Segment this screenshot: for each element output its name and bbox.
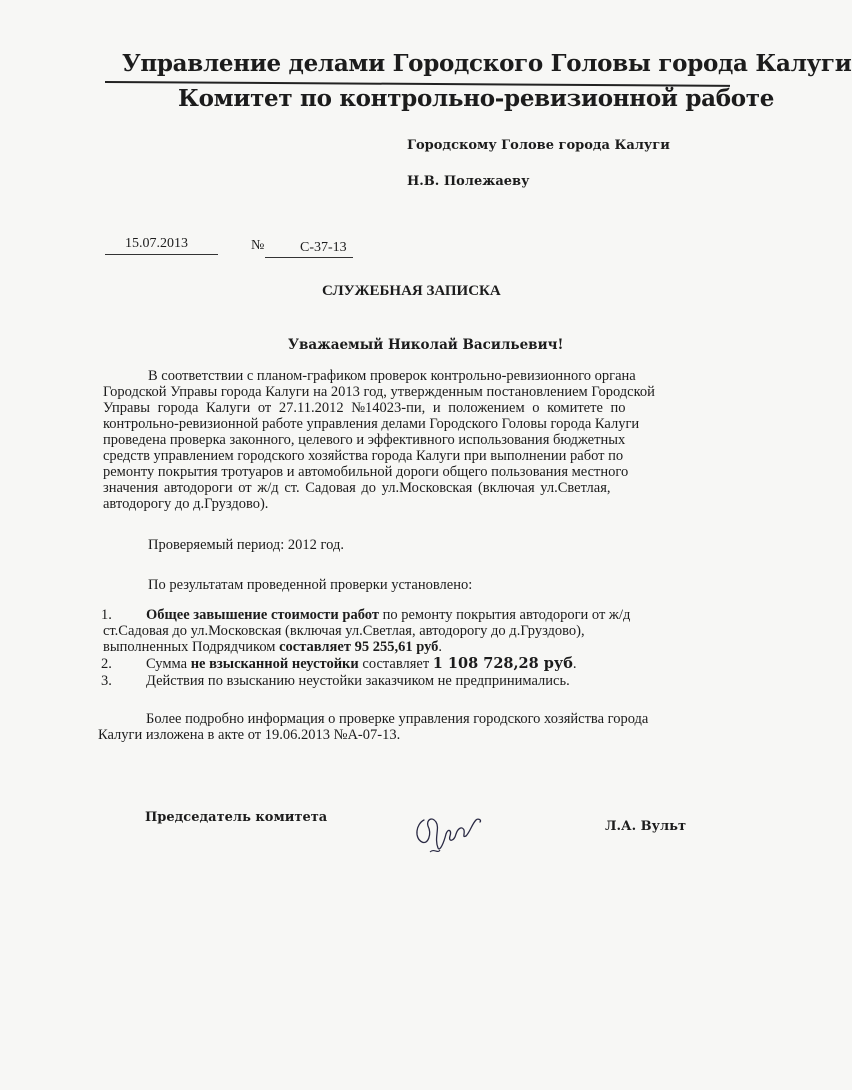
date-underline bbox=[105, 254, 218, 255]
finding-text: . bbox=[572, 656, 577, 672]
document-number: С-37-13 bbox=[300, 240, 347, 255]
paragraph-line: автодорогу до д.Груздово). bbox=[103, 496, 269, 512]
paragraph-line: контрольно-ревизионной работе управления делами Городского Головы города Калуги bbox=[103, 416, 640, 432]
finding-overstatement-label: Общее завышение стоимости работ bbox=[146, 607, 379, 623]
finding-text: выполненных Подрядчиком bbox=[103, 639, 276, 655]
number-underline bbox=[265, 257, 353, 258]
finding-text: составляет bbox=[362, 656, 430, 672]
finding-overstatement-amount: составляет 95 255,61 руб bbox=[279, 639, 439, 655]
closing-line: Калуги изложена в акте от 19.06.2013 №А-07-13. bbox=[98, 727, 401, 743]
paragraph-line: ремонту покрытия тротуаров и автомобильной дороги общего пользования местного bbox=[103, 464, 629, 480]
paragraph-line: Городской Управы города Калуги на 2013 год, утвержденным постановлением Городской bbox=[103, 384, 655, 400]
paragraph-line: В соответствии с планом-графиком проверок контрольно-ревизионного органа bbox=[148, 368, 636, 384]
document-date: 15.07.2013 bbox=[125, 236, 188, 251]
addressee-title: Городскому Голове города Калуги bbox=[407, 138, 670, 153]
finding-text: Сумма bbox=[146, 656, 188, 672]
salutation: Уважаемый Николай Васильевич! bbox=[288, 337, 564, 353]
paragraph-line: Управы города Калуги от 27.11.2012 №14023-пи, и положением о комитете по bbox=[103, 400, 626, 416]
finding-penalty-label: не взысканной неустойки bbox=[190, 656, 359, 672]
header-department: Управление делами Городского Головы города Калуги bbox=[122, 50, 852, 77]
signatory-position: Председатель комитета bbox=[145, 810, 328, 825]
addressee-name: Н.В. Полежаеву bbox=[407, 174, 530, 189]
number-sign: № bbox=[251, 238, 265, 253]
closing-line: Более подробно информация о проверке управления городского хозяйства города bbox=[146, 711, 649, 727]
paragraph-line: проведена проверка законного, целевого и эффективного использования бюджетных bbox=[103, 432, 626, 448]
header-committee: Комитет по контрольно-ревизионной работе bbox=[178, 85, 775, 112]
finding-text: Действия по взысканию неустойки заказчиком не предпринимались. bbox=[146, 673, 570, 689]
finding-text: ст.Садовая до ул.Московская (включая ул.Светлая, автодорогу до д.Груздово), bbox=[103, 623, 585, 639]
signatory-name: Л.А. Вульт bbox=[605, 819, 687, 834]
paragraph-line: средств управлением городского хозяйства города Калуги при выполнении работ по bbox=[103, 448, 624, 464]
audit-period: Проверяемый период: 2012 год. bbox=[148, 537, 344, 553]
list-item-number: 1. bbox=[101, 607, 112, 623]
list-item-number: 2. bbox=[101, 656, 112, 672]
document-title: СЛУЖЕБНАЯ ЗАПИСКА bbox=[322, 283, 501, 299]
handwritten-signature bbox=[410, 808, 485, 858]
finding-penalty-amount: 1 108 728,28 руб bbox=[432, 655, 573, 672]
finding-text: . bbox=[438, 639, 442, 655]
list-item-number: 3. bbox=[101, 673, 112, 689]
findings-intro: По результатам проведенной проверки установлено: bbox=[148, 577, 473, 593]
finding-text: по ремонту покрытия автодороги от ж/д bbox=[382, 607, 631, 623]
paragraph-line: значения автодороги от ж/д ст. Садовая до ул.Московская (включая ул.Светлая, bbox=[103, 480, 611, 496]
